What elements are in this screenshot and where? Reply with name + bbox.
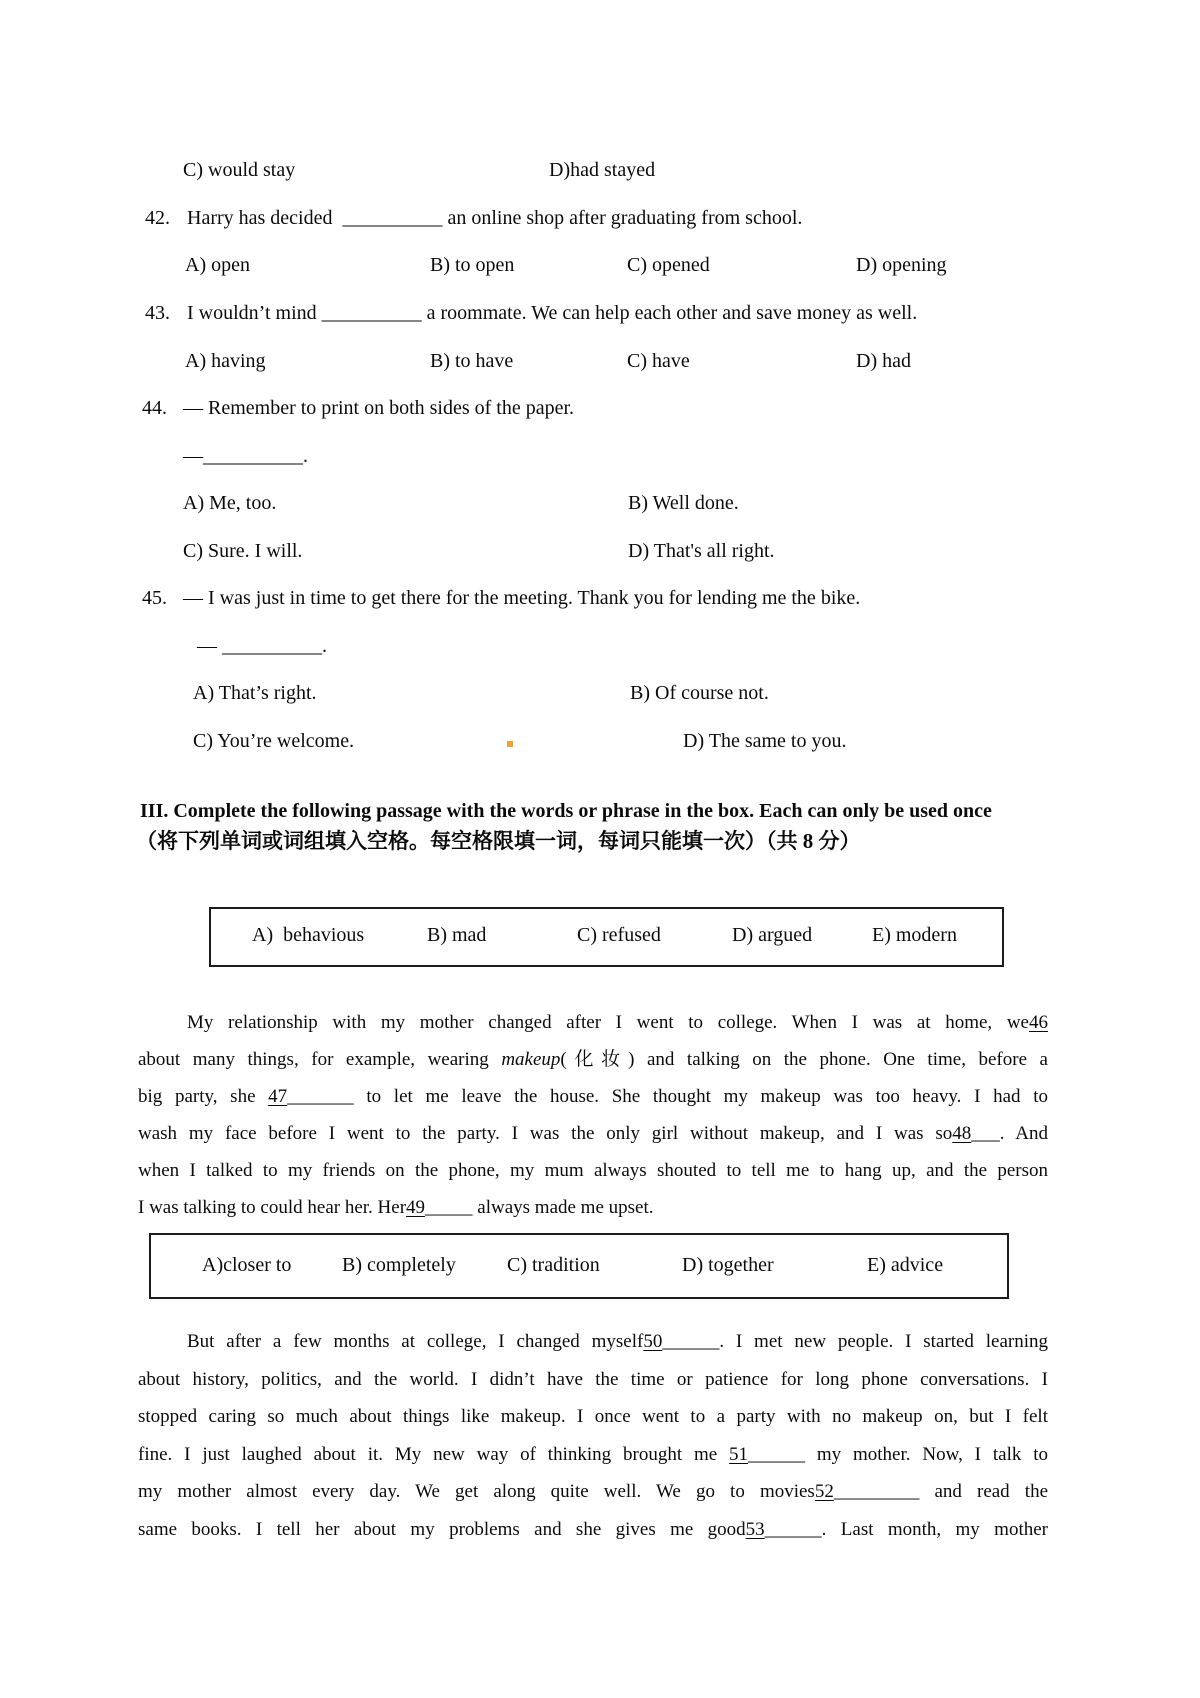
passage-2-line-3: stopped caring so much about things like makeup. I once went to a party with no makeup on, but I felt — [138, 1406, 1048, 1427]
passage-2-line-5: my mother almost every day. We get along quite well. We go to movies52_________ and read the — [138, 1481, 1049, 1502]
question-44-option-c: C) Sure. I will. — [183, 540, 303, 562]
word-box-2-item-e: E) advice — [867, 1254, 944, 1276]
passage-1-line-6: I was talking to could hear her. Her49_____ always made me upset. — [138, 1197, 654, 1218]
word-box-2-item-a: A)closer to — [202, 1254, 292, 1276]
word-box-2-item-b: B) completely — [342, 1254, 456, 1276]
passage-1-line-4: wash my face before I went to the party. I was the only girl without makeup, and I was so48___. And — [138, 1123, 1048, 1144]
question-45-number: 45. — [142, 587, 167, 609]
question-45-text: — I was just in time to get there for the meeting. Thank you for lending me the bike. — [183, 587, 861, 609]
question-45-option-b: B) Of course not. — [630, 682, 769, 704]
question-45-option-d: D) The same to you. — [683, 730, 847, 752]
passage-2-line-2: about history, politics, and the world. I didn’t have the time or patience for long phone conversations. I — [138, 1369, 1048, 1390]
word-box-2-item-c: C) tradition — [507, 1254, 600, 1276]
question-45-option-c: C) You’re welcome. — [193, 730, 355, 752]
passage-2-line-4: fine. I just laughed about it. My new way of thinking brought me 51______ my mother. Now, I talk to — [138, 1444, 1048, 1465]
word-box-1-item-e: E) modern — [872, 924, 957, 946]
question-43-option-b: B) to have — [430, 350, 514, 372]
question-42-option-c: C) opened — [627, 254, 710, 276]
question-44-option-b: B) Well done. — [628, 492, 739, 514]
passage-1-line-2: about many things, for example, wearing makeup(化妆) and talking on the phone. One time, before a — [138, 1049, 1048, 1070]
word-box-1-item-d: D) argued — [732, 924, 813, 946]
word-box-2 — [149, 1233, 1009, 1299]
question-42-option-b: B) to open — [430, 254, 515, 276]
question-45-reply-blank: — __________. — [197, 635, 327, 657]
question-44-text: — Remember to print on both sides of the paper. — [183, 397, 575, 419]
question-42-option-a: A) open — [185, 254, 250, 276]
question-43-option-a: A) having — [185, 350, 266, 372]
word-box-1-item-b: B) mad — [427, 924, 487, 946]
passage-1-line-5: when I talked to my friends on the phone, my mum always shouted to tell me to hang up, and the person — [138, 1160, 1048, 1181]
question-44-number: 44. — [142, 397, 167, 419]
word-box-1-item-c: C) refused — [577, 924, 661, 946]
question-45-option-a: A) That’s right. — [193, 682, 317, 704]
question-41-option-c: C) would stay — [183, 159, 296, 181]
question-42-option-d: D) opening — [856, 254, 947, 276]
question-42-text: Harry has decided __________ an online shop after graduating from school. — [187, 207, 803, 229]
passage-2-line-6: same books. I tell her about my problems and she gives me good53______. Last month, my mother — [138, 1519, 1048, 1540]
question-44-reply-blank: —__________. — [183, 445, 308, 467]
stray-orange-mark — [507, 741, 513, 747]
section-3-title-zh: （将下列单词或词组填入空格。每空格限填一词，每词只能填一次）（共 8 分） — [136, 829, 861, 853]
question-44-option-a: A) Me, too. — [183, 492, 277, 514]
word-box-1 — [209, 907, 1004, 967]
question-41-option-d: D)had stayed — [549, 159, 656, 181]
question-43-option-d: D) had — [856, 350, 911, 372]
question-43-number: 43. — [145, 302, 170, 324]
question-44-option-d: D) That's all right. — [628, 540, 775, 562]
question-43-text: I wouldn’t mind __________ a roommate. We can help each other and save money as well. — [187, 302, 918, 324]
word-box-1-item-a: A) behavious — [252, 924, 365, 946]
passage-1-line-1: My relationship with my mother changed after I went to college. When I was at home, we46 — [187, 1012, 1048, 1033]
section-3-title-en: III. Complete the following passage with the words or phrase in the box. Each can only be used once — [140, 800, 992, 822]
question-43-option-c: C) have — [627, 350, 690, 372]
passage-1-line-3: big party, she 47_______ to let me leave the house. She thought my makeup was too heavy. I had to — [138, 1086, 1048, 1107]
question-42-number: 42. — [145, 207, 170, 229]
passage-2-line-1: But after a few months at college, I changed myself50______. I met new people. I started learning — [187, 1331, 1049, 1352]
word-box-2-item-d: D) together — [682, 1254, 774, 1276]
